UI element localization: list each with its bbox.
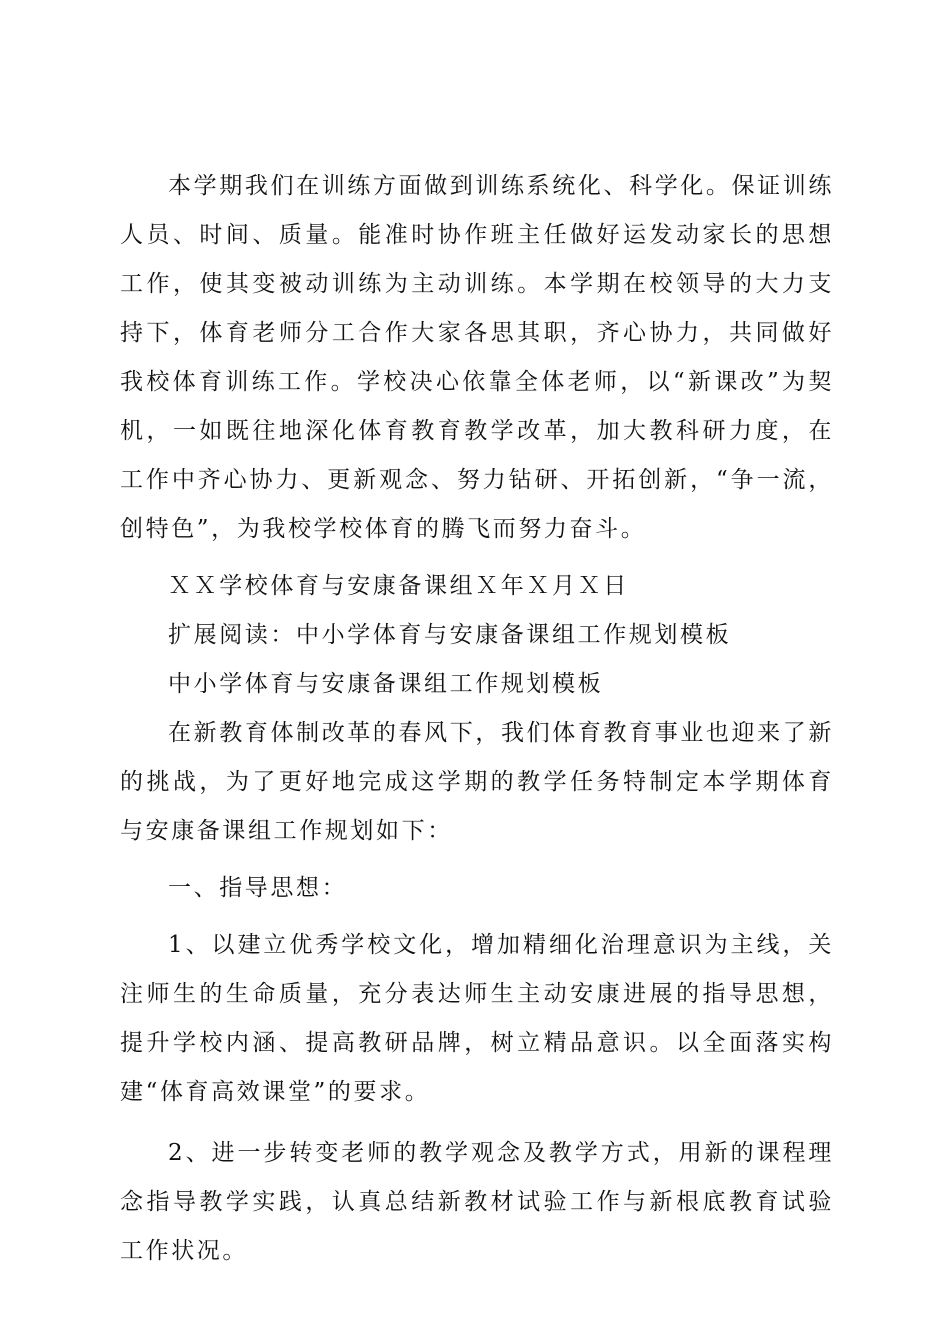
- paragraph-signature-date: ＸＸ学校体育与安康备课组Ｘ年Ｘ月Ｘ日: [168, 573, 629, 599]
- document-body: [120, 162, 834, 1276]
- section-heading-guiding-ideology: 一、指导思想：: [168, 875, 348, 901]
- paragraph-item-2: 2、进一步转变老师的教学观念及教学方式，用新的课程理念指导教学实践，认真总结新教材试验工作与新根底教育试验工作状况。: [120, 1140, 834, 1264]
- paragraph-training-summary: 本学期我们在训练方面做到训练系统化、科学化。保证训练人员、时间、质量。能准时协作班主任做好运发动家长的思想工作，使其变被动训练为主动训练。本学期在校领导的大力支持下，体育老师分工合作大家各思其职，齐心协力，共同做好我校体育训练工作。学校决心依靠全体老师，以“新课改”为契机，一如既往地深化体育教育教学改革，加大教科研力度，在工作中齐心协力、更新观念、努力钻研、开拓创新，“争一流，创特色”，为我校学校体育的腾飞而努力奋斗。: [120, 173, 834, 542]
- paragraph-introduction: 在新教育体制改革的春风下，我们体育教育事业也迎来了新的挑战，为了更好地完成这学期的教学任务特制定本学期体育与安康备课组工作规划如下：: [120, 720, 834, 844]
- paragraph-plan-title: 中小学体育与安康备课组工作规划模板: [168, 671, 604, 697]
- paragraph-extended-reading: 扩展阅读：中小学体育与安康备课组工作规划模板: [168, 622, 732, 648]
- paragraph-item-1: 1、以建立优秀学校文化，增加精细化治理意识为主线，关注师生的生命质量，充分表达师生主动安康进展的指导思想，提升学校内涵、提高教研品牌，树立精品意识。以全面落实构建“体育高效课堂”的要求。: [120, 932, 834, 1105]
